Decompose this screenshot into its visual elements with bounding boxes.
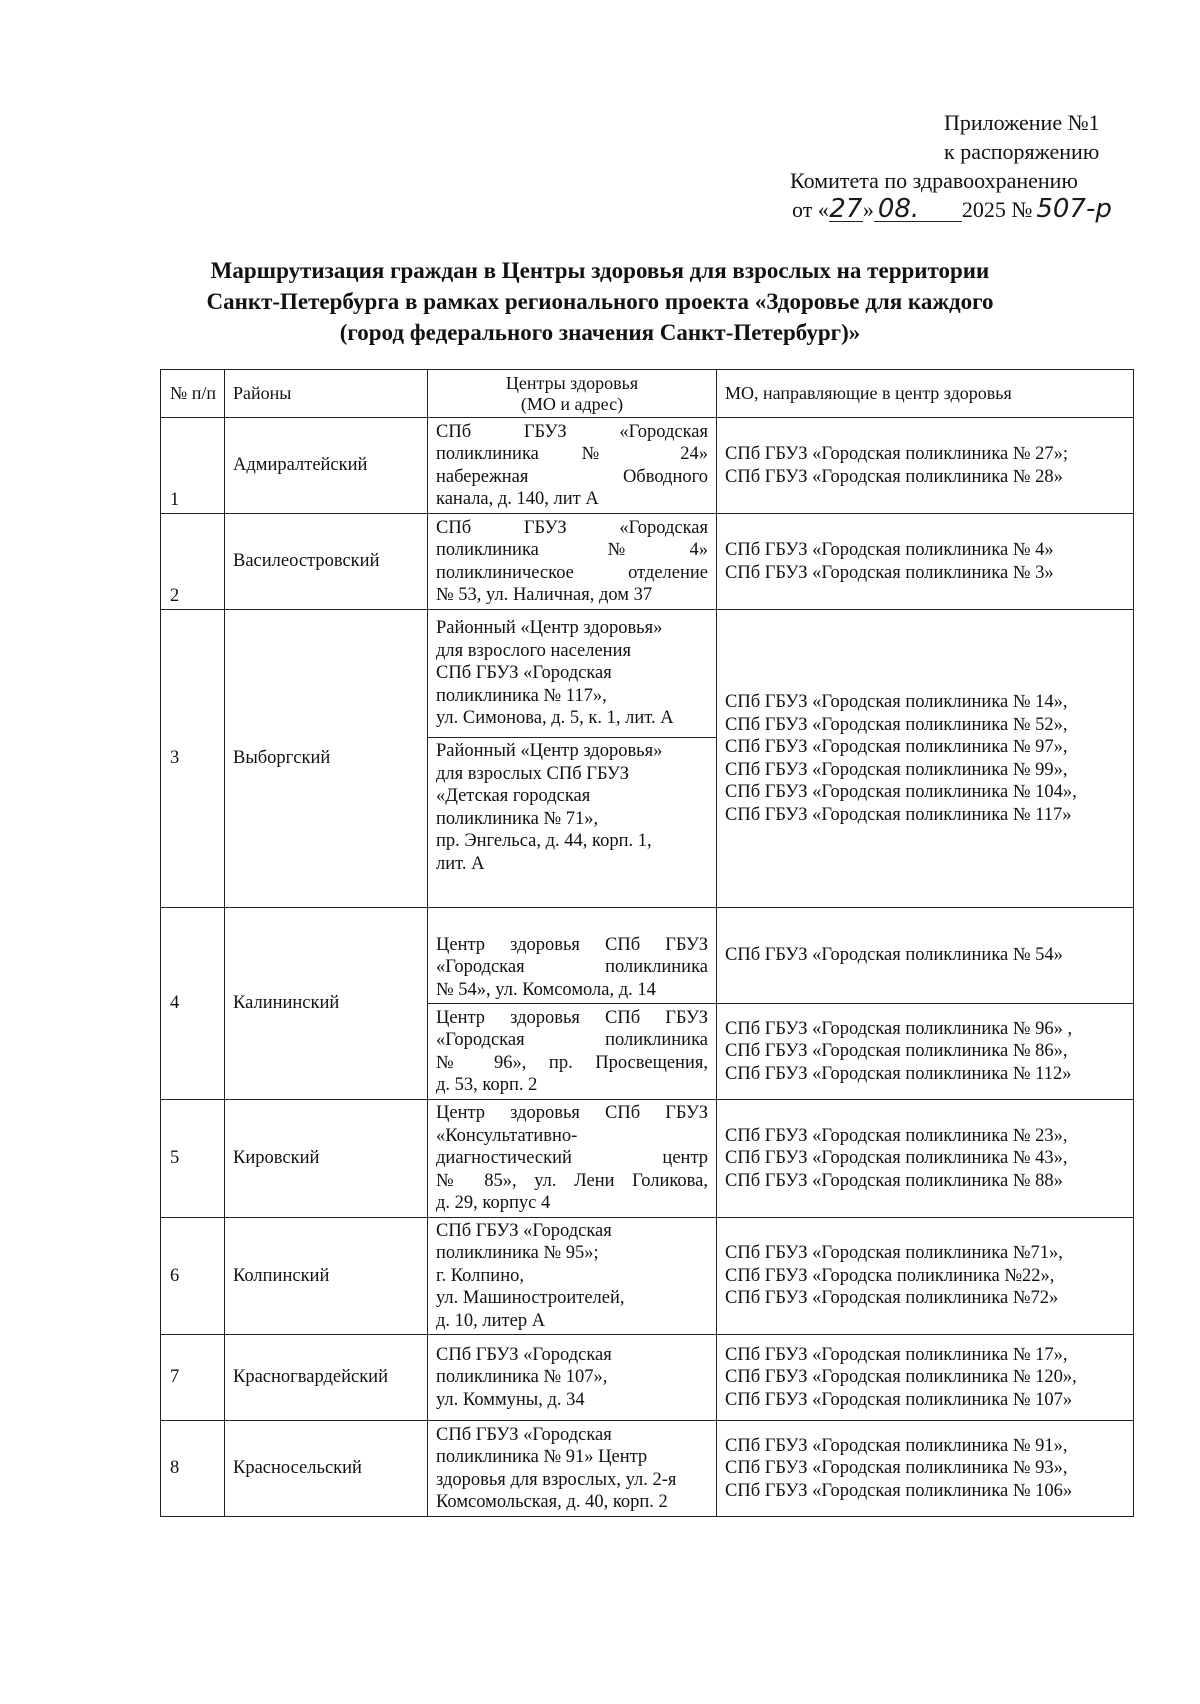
cell-line: СПб ГБУЗ «Городская поликлиника № 28» [725,466,1063,487]
cell-line: Комсомольская, д. 40, корп. 2 [436,1492,668,1512]
cell-line: ул. Машиностроителей, [436,1288,625,1308]
cell-line: г. Колпино, [436,1265,524,1286]
cell-line: поликлиника № 95»; [436,1243,599,1263]
cell-line: канала, д. 140, лит А [436,489,599,509]
appendix-title: Приложение №1 [944,110,1100,135]
cell-line: «Детская городская [436,786,591,806]
table-row [161,908,1134,1004]
cell-line: д. 29, корпус 4 [436,1193,551,1213]
cell-line: СПб ГБУЗ «Городская [436,1344,612,1365]
row-district: Калининский [225,908,428,1100]
date-year: 2025 № [961,197,1033,222]
cell-line: СПб ГБУЗ «Городская поликлиника № 99», [725,759,1068,780]
cell-line: поликлиника № 91» Центр [436,1447,648,1467]
table-row [161,610,1134,738]
cell-line: № 53, ул. Наличная, дом 37 [436,585,653,605]
table-header-row [161,370,1134,418]
header-num: № п/п [161,370,225,418]
cell-line: СПб ГБУЗ «Городская поликлиника № 54» [725,945,1063,966]
row-center [428,514,717,610]
appendix-committee: Комитета по здравоохранению [790,168,1078,193]
cell-line: СПб ГБУЗ «Городская поликлиника № 91», [725,1435,1068,1456]
row-center [428,1100,717,1218]
title-line-2: Санкт-Петербурга в рамках регионального проекта «Здоровье для каждого [206,289,994,314]
row-center [428,1421,717,1517]
table-row [161,1421,1134,1517]
row-center [428,1217,717,1335]
date-sep: » [862,197,874,222]
row-num: 5 [161,1100,225,1218]
cell-line: Районный «Центр здоровья» [436,618,663,639]
cell-line: поликлиника №4» [436,540,708,560]
cell-line: Центр здоровья СПб ГБУЗ [436,934,708,955]
cell-line: СПб ГБУЗ «Городска поликлиника №22», [725,1265,1055,1286]
cell-line: СПб ГБУЗ «Городская поликлиника №72» [725,1288,1059,1308]
row-mo [717,908,1134,1004]
cell-line: СПб ГБУЗ «Городская поликлиника № 104», [725,782,1077,802]
row-mo [717,1335,1134,1421]
table-row [161,514,1134,610]
cell-line: поликлиника № 71», [436,808,599,829]
row-mo [717,610,1134,908]
cell-line: д. 53, корп. 2 [436,1075,538,1095]
header-center [428,370,717,418]
row-num: 1 [161,418,225,514]
table-row [161,418,1134,514]
table-row [161,1335,1134,1421]
title-line-1: Маршрутизация граждан в Центры здоровья для взрослых на территории [210,258,990,283]
cell-line: СПб ГБУЗ «Городская поликлиника № 117» [725,804,1072,825]
cell-line: СПб ГБУЗ «Городская [436,1424,612,1445]
cell-line: пр. Энгельса, д. 44, корп. 1, [436,831,652,851]
row-num: 8 [161,1421,225,1517]
cell-line: СПб ГБУЗ «Городская поликлиника № 120», [725,1367,1077,1388]
cell-line: ул. Симонова, д. 5, к. 1, лит. А [436,708,674,729]
row-num: 2 [161,514,225,610]
date-prefix: от « [792,197,829,222]
row-district: Адмиралтейский [225,418,428,514]
cell-line: СПб ГБУЗ «Городская поликлиника № 112» [725,1063,1072,1084]
cell-line: для взрослого населения [436,640,631,661]
header-center-line2: (МО и адрес) [520,393,624,414]
cell-line: «Городская поликлиника [436,957,708,977]
cell-line: Центр здоровья СПб ГБУЗ [436,1007,708,1028]
cell-line: СПб ГБУЗ «Городская поликлиника № 23», [725,1125,1068,1146]
row-center [428,908,717,1004]
cell-line: СПб ГБУЗ «Городская поликлиника № 4» [725,540,1054,560]
cell-line: здоровья для взрослых, ул. 2-я [436,1469,677,1490]
handwritten-number: 507-р [1036,194,1112,224]
title-line-3: (город федерального значения Санкт-Петербург)» [339,320,861,345]
cell-line: Районный «Центр здоровья» [436,741,663,761]
cell-line: поликлиника № 107», [436,1367,608,1388]
cell-line: поликлиника № 24» [436,444,708,464]
row-mo [717,418,1134,514]
row-center [428,610,717,738]
cell-line: Центр здоровья СПб ГБУЗ [436,1103,708,1123]
cell-line: СПб ГБУЗ «Городская поликлиника №71», [725,1243,1063,1263]
cell-line: СПб ГБУЗ «Городская поликлиника № 93», [725,1458,1068,1479]
cell-line: лит. А [436,853,485,874]
row-center [428,738,717,908]
cell-line: СПб ГБУЗ «Городская [436,1220,612,1241]
row-district: Кировский [225,1100,428,1218]
header-center-line1: Центры здоровья [505,372,639,393]
cell-line: № 96», пр. Просвещения, [436,1052,708,1073]
routing-table [160,369,1134,1517]
cell-line: для взрослых СПб ГБУЗ [436,763,630,784]
row-district: Колпинский [225,1217,428,1335]
row-mo [717,514,1134,610]
cell-line: СПб ГБУЗ «Городская поликлиника № 43», [725,1148,1068,1168]
cell-line: диагностический центр [436,1148,708,1168]
cell-line: СПб ГБУЗ «Городская [436,663,612,684]
row-mo [717,1421,1134,1517]
row-num: 4 [161,908,225,1100]
row-mo [717,1217,1134,1335]
cell-line: СПб ГБУЗ «Городская поликлиника № 27»; [725,444,1069,464]
cell-line: СПб ГБУЗ «Городская поликлиника № 88» [725,1170,1063,1191]
row-district: Василеостровский [225,514,428,610]
cell-line: СПб ГБУЗ «Городская [436,517,708,538]
cell-line: СПб ГБУЗ «Городская поликлиника № 97», [725,737,1068,757]
appendix-subtitle: к распоряжению [944,139,1100,164]
row-center [428,418,717,514]
cell-line: «Городская поликлиника [436,1030,708,1050]
row-center [428,1335,717,1421]
table-row [161,1100,1134,1218]
cell-line: СПб ГБУЗ «Городская поликлиника № 17», [725,1344,1068,1365]
cell-line: СПб ГБУЗ «Городская поликлиника № 96» , [725,1018,1073,1039]
cell-line: д. 10, литер А [436,1310,546,1331]
row-center [428,1004,717,1100]
header-district: Районы [225,370,428,418]
header-mo: МО, направляющие в центр здоровья [717,370,1134,418]
cell-line: «Консультативно- [436,1125,578,1146]
handwritten-day: 27 [829,194,863,224]
table-row [161,1217,1134,1335]
cell-line: ул. Коммуны, д. 34 [436,1389,585,1410]
cell-line: СПб ГБУЗ «Городская [436,421,708,442]
row-district: Красногвардейский [225,1335,428,1421]
document-title [150,255,1050,348]
cell-line: СПб ГБУЗ «Городская поликлиника № 52», [725,714,1068,735]
cell-line: набережная Обводного [436,466,708,487]
cell-line: СПб ГБУЗ «Городская поликлиника № 14», [725,692,1068,712]
row-num: 7 [161,1335,225,1421]
row-district: Выборгский [225,610,428,908]
appendix-header [790,108,1122,224]
cell-line: СПб ГБУЗ «Городская поликлиника № 3» [725,562,1054,583]
cell-line: № 54», ул. Комсомола, д. 14 [436,979,656,1000]
cell-line: поликлиническое отделение [436,562,708,583]
row-mo [717,1100,1134,1218]
cell-line: СПб ГБУЗ «Городская поликлиника № 86», [725,1041,1068,1062]
handwritten-month: 08. [874,197,962,222]
row-num: 3 [161,610,225,908]
row-mo [717,1004,1134,1100]
appendix-date-line [792,195,1122,224]
cell-line: СПб ГБУЗ «Городская поликлиника № 107» [725,1389,1073,1410]
cell-line: СПб ГБУЗ «Городская поликлиника № 106» [725,1480,1073,1501]
row-district: Красносельский [225,1421,428,1517]
row-num: 6 [161,1217,225,1335]
cell-line: № 85», ул. Лени Голикова, [436,1170,708,1191]
cell-line: поликлиника № 117», [436,685,607,706]
